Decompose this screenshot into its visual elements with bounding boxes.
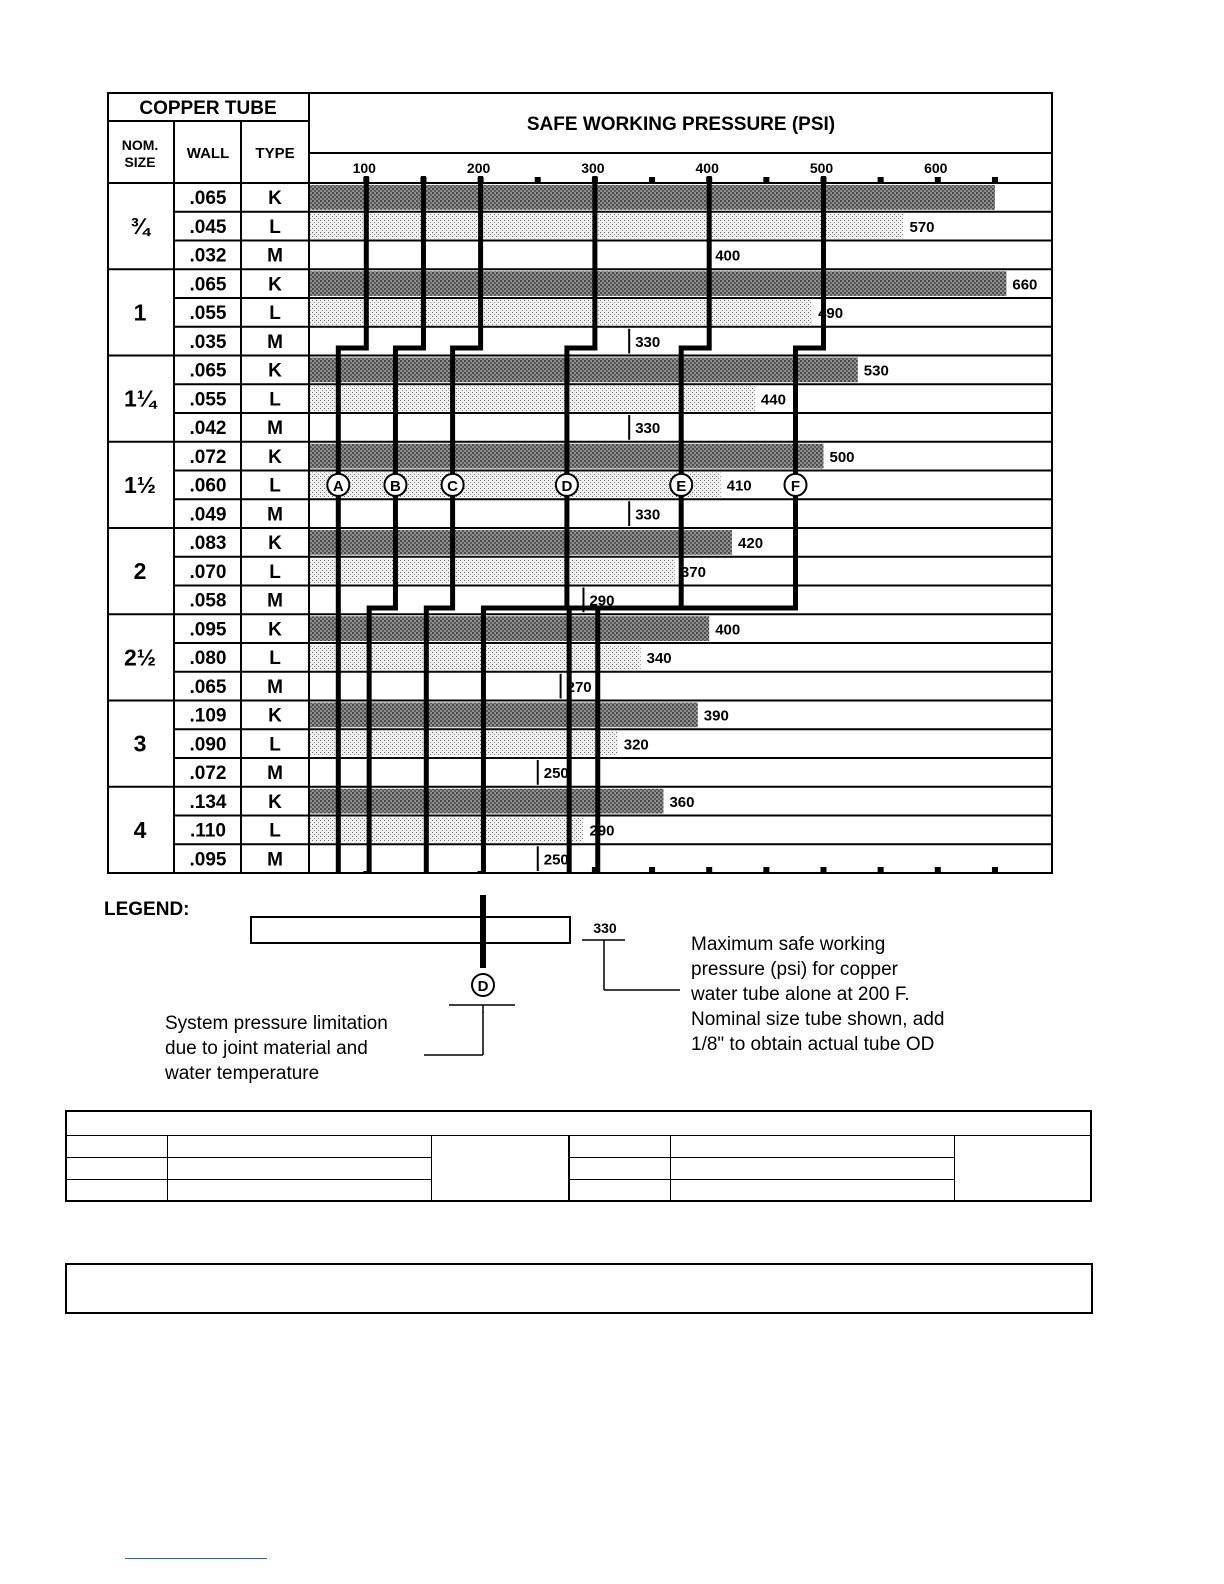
table-row <box>174 731 1052 758</box>
legend-note-right-line: water tube alone at 200 F. <box>691 984 910 1005</box>
bar-value-label: 250 <box>543 851 569 869</box>
blank-form-table <box>65 1110 1092 1202</box>
wall-thickness-cell: .095 <box>189 619 227 641</box>
legend-marker-letter: D <box>477 978 489 995</box>
legend-sample-bar <box>251 917 570 943</box>
nominal-size-label: 4 <box>133 816 147 843</box>
nominal-size-label: 1½ <box>124 471 156 498</box>
bar-value-label: 330 <box>635 506 661 524</box>
table-row <box>174 358 1052 385</box>
bar-value-label: 410 <box>726 477 752 495</box>
wall-thickness-cell: .042 <box>189 418 227 439</box>
chart-title: SAFE WORKING PRESSURE (PSI) <box>526 114 836 135</box>
wall-thickness-cell: .065 <box>189 676 227 698</box>
table-row <box>174 616 1052 643</box>
table-row <box>174 703 1052 730</box>
legend-title: LEGEND: <box>104 899 190 920</box>
pressure-bar <box>310 185 995 210</box>
tube-type-cell: K <box>268 188 282 209</box>
table-row <box>174 818 1052 845</box>
bar-value-label: 440 <box>760 391 786 409</box>
tube-type-cell: L <box>269 303 281 324</box>
legend-note-left-line: System pressure limitation <box>165 1013 388 1034</box>
system-limit-letter: C <box>447 477 459 495</box>
bar-value-label: 290 <box>589 592 615 610</box>
table-row <box>174 300 1052 327</box>
bar-value-label: 330 <box>635 333 661 351</box>
bar-value-label: 290 <box>589 822 615 840</box>
table-row <box>174 530 1052 557</box>
tube-type-cell: L <box>269 561 281 583</box>
header-nom: NOM. <box>121 137 159 153</box>
legend-note-left <box>165 1011 388 1086</box>
x-tick-label: 100 <box>352 160 376 176</box>
x-tick-mark <box>878 177 884 183</box>
legend-note-right-line: 1/8" to obtain actual tube OD <box>691 1034 935 1055</box>
wall-thickness-cell: .072 <box>189 763 227 784</box>
footer-rule <box>125 1558 267 1559</box>
bar-value-label: 400 <box>715 247 741 265</box>
wall-thickness-cell: .109 <box>189 705 227 727</box>
table-row <box>174 444 1052 471</box>
wall-thickness-cell: .055 <box>189 389 227 411</box>
legend-note-left-line: water temperature <box>165 1063 320 1084</box>
bar-value-label: 270 <box>566 678 592 696</box>
tube-type-cell: L <box>269 389 281 411</box>
legend-note-left-line: due to joint material and <box>165 1038 368 1059</box>
table-row <box>174 243 1052 270</box>
tube-type-cell: K <box>268 274 282 296</box>
bar-value-label: 490 <box>818 305 844 322</box>
nominal-size-label: ¾ <box>130 213 150 240</box>
wall-thickness-cell: .035 <box>189 331 227 353</box>
bar-value-label: 370 <box>680 563 706 581</box>
table-row <box>174 214 1052 241</box>
pressure-bar <box>310 386 755 411</box>
wall-thickness-cell: .080 <box>189 648 227 669</box>
x-tick-label: 300 <box>581 160 605 176</box>
bar-value-label: 250 <box>543 765 569 782</box>
table-row <box>174 846 1052 873</box>
wall-thickness-cell: .065 <box>189 274 227 296</box>
wall-thickness-cell: .083 <box>189 533 227 554</box>
bar-value-label: 660 <box>1012 276 1038 294</box>
table-row <box>174 674 1052 701</box>
table-row <box>174 789 1052 816</box>
wall-thickness-cell: .055 <box>189 303 227 324</box>
pressure-bar <box>310 501 629 526</box>
tube-type-cell: M <box>267 245 283 267</box>
system-limit-letter: F <box>790 477 801 495</box>
wall-thickness-cell: .095 <box>189 849 227 871</box>
x-tick-mark <box>763 177 769 183</box>
x-tick-mark <box>649 177 655 183</box>
system-limit-letter: B <box>390 477 401 495</box>
table-row <box>174 501 1052 528</box>
legend-note-right-line: Maximum safe working <box>691 934 886 955</box>
table-row <box>174 415 1052 442</box>
wall-thickness-cell: .090 <box>189 734 227 756</box>
tube-type-cell: L <box>269 734 281 756</box>
tube-type-cell: L <box>269 648 281 669</box>
table-row <box>174 473 1052 500</box>
nominal-size-label: 1¼ <box>124 385 156 412</box>
pressure-bar <box>310 415 629 440</box>
nominal-size-label: 3 <box>133 730 147 757</box>
nominal-size-label: 1 <box>133 299 147 326</box>
legend-note-right-line: Nominal size tube shown, add <box>691 1009 945 1030</box>
tube-type-cell: K <box>268 446 282 468</box>
header-size: SIZE <box>124 154 156 170</box>
pressure-bar <box>310 674 561 699</box>
wall-thickness-cell: .070 <box>189 561 227 583</box>
legend-sample-value: 330 <box>593 920 617 936</box>
tube-type-cell: M <box>267 590 283 612</box>
pressure-bar <box>310 789 663 814</box>
wall-thickness-cell: .065 <box>189 360 227 382</box>
tube-type-cell: K <box>268 791 282 813</box>
bar-value-label: 420 <box>738 535 764 552</box>
tube-type-cell: L <box>269 216 281 238</box>
pressure-bar <box>310 559 675 584</box>
system-limit-letter: D <box>561 477 573 495</box>
pressure-bar <box>310 530 732 555</box>
nominal-size-label: 2 <box>133 558 147 585</box>
tube-type-cell: K <box>268 705 282 727</box>
bar-value-label: 500 <box>829 448 855 466</box>
pressure-bar <box>310 214 904 239</box>
legend-left-connector <box>420 1012 500 1062</box>
pressure-bar <box>310 300 812 325</box>
x-tick-label: 600 <box>924 160 948 176</box>
legend-note-right <box>691 932 944 1057</box>
pressure-bar <box>310 818 583 843</box>
wall-thickness-cell: .049 <box>189 504 227 526</box>
bar-value-label: 390 <box>703 707 729 725</box>
table-row <box>174 185 1052 212</box>
legend-note-right-line: pressure (psi) for copper <box>691 959 898 980</box>
x-tick-label: 200 <box>466 160 491 176</box>
pressure-bar <box>310 645 641 670</box>
wall-thickness-cell: .058 <box>189 590 227 612</box>
nominal-size-label: 2½ <box>124 644 156 671</box>
tube-type-cell: L <box>269 820 281 842</box>
system-limit-letter: A <box>332 477 344 495</box>
wall-thickness-cell: .134 <box>189 791 227 813</box>
wall-thickness-cell: .032 <box>189 245 227 267</box>
x-tick-label: 400 <box>695 160 719 176</box>
tube-type-cell: M <box>267 763 283 784</box>
tube-type-cell: K <box>268 360 282 382</box>
tube-type-cell: M <box>267 676 283 698</box>
blank-form-box <box>65 1263 1093 1314</box>
wall-thickness-cell: .045 <box>189 216 227 238</box>
tube-type-cell: K <box>268 619 282 641</box>
tube-type-cell: L <box>269 475 281 497</box>
tube-type-cell: M <box>267 849 283 871</box>
x-tick-mark <box>992 177 998 183</box>
x-tick-label: 500 <box>809 160 834 176</box>
bar-value-label: 360 <box>669 793 695 811</box>
wall-thickness-cell: .072 <box>189 446 227 468</box>
table-row <box>174 271 1052 298</box>
table-row <box>174 559 1052 586</box>
bar-value-label: 400 <box>715 621 741 639</box>
x-tick-mark <box>935 177 941 183</box>
bar-value-label: 530 <box>863 362 889 380</box>
wall-thickness-cell: .065 <box>189 188 227 209</box>
table-row <box>174 386 1052 413</box>
pressure-bar <box>310 243 709 268</box>
x-tick-mark <box>535 177 541 183</box>
pressure-bar <box>310 358 858 383</box>
header-copper-tube: COPPER TUBE <box>139 98 277 119</box>
tube-type-cell: M <box>267 418 283 439</box>
bar-value-label: 320 <box>623 736 649 754</box>
tube-type-cell: M <box>267 504 283 526</box>
bar-value-label: 330 <box>635 420 661 437</box>
tube-type-cell: M <box>267 331 283 353</box>
system-limit-letter: E <box>676 477 687 495</box>
table-row <box>174 645 1052 672</box>
bar-value-label: 570 <box>909 218 935 236</box>
pressure-bar <box>310 473 721 498</box>
table-row <box>174 760 1052 787</box>
header-wall: WALL <box>186 145 230 162</box>
wall-thickness-cell: .110 <box>190 820 226 842</box>
pressure-bar <box>310 271 1006 296</box>
tube-type-cell: K <box>268 533 282 554</box>
wall-thickness-cell: .060 <box>189 475 227 497</box>
table-row <box>174 329 1052 356</box>
bar-value-label: 340 <box>646 650 672 667</box>
header-type: TYPE <box>255 145 295 162</box>
